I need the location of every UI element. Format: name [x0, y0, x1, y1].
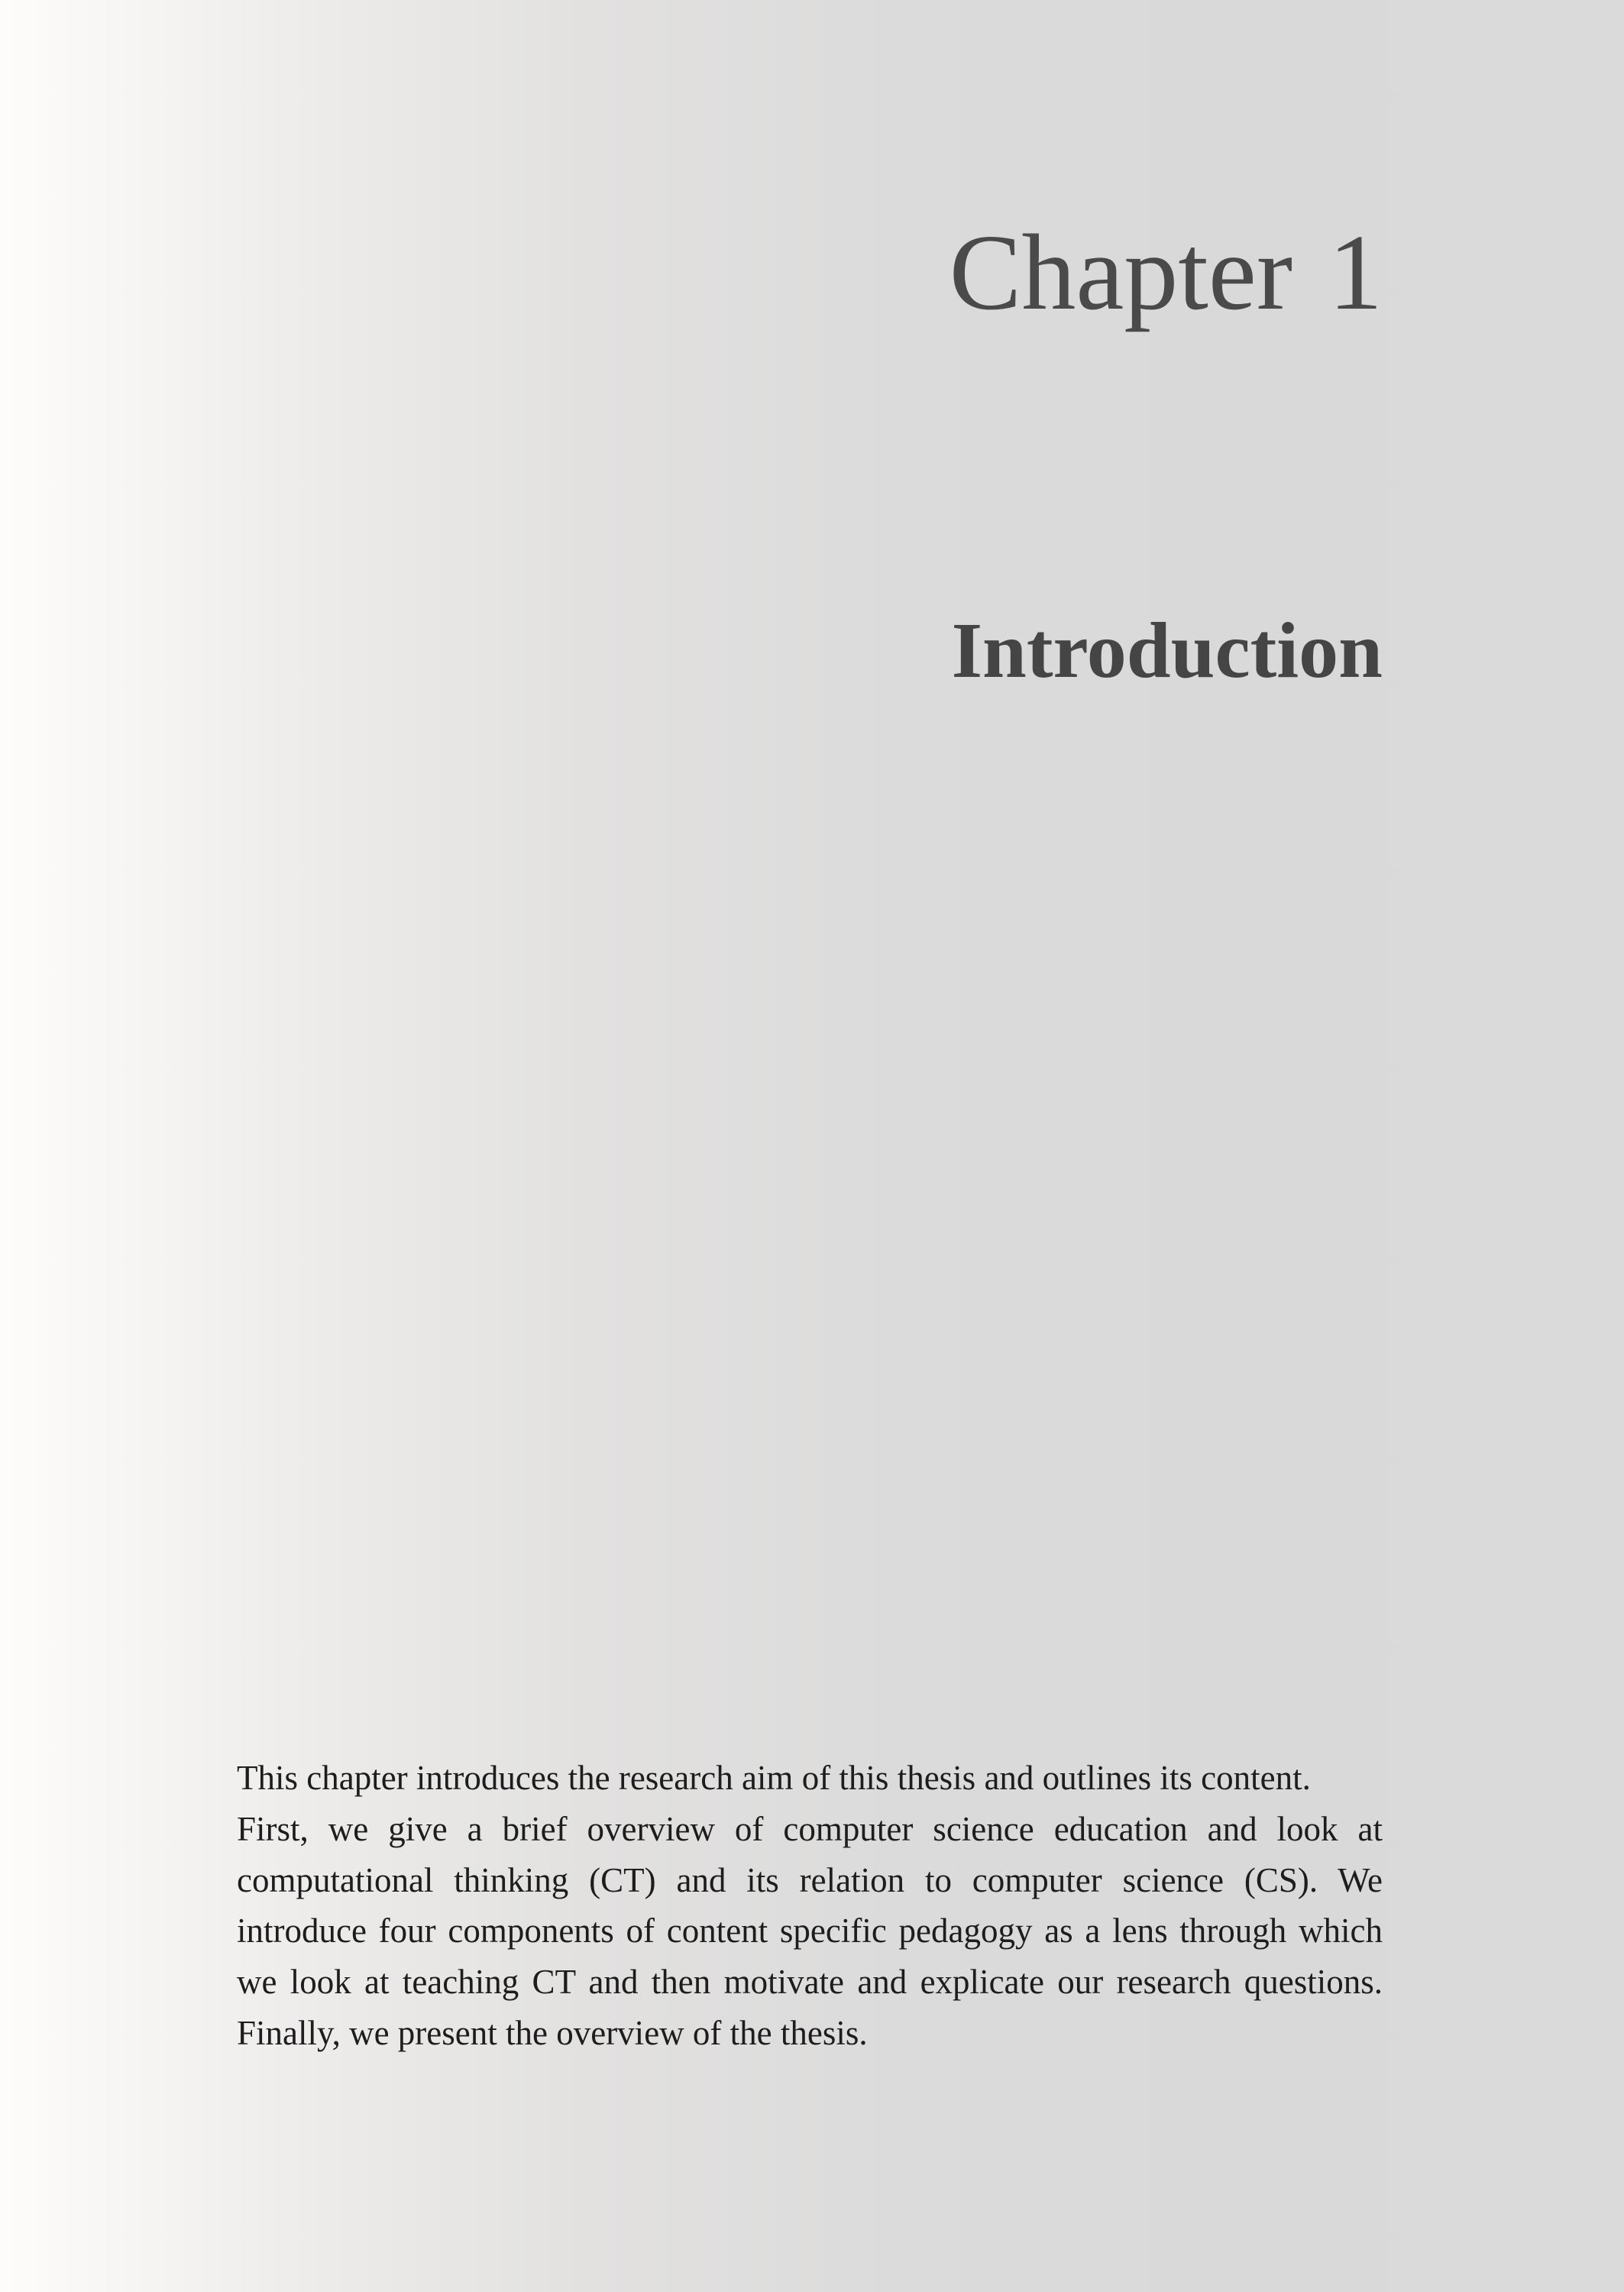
chapter-number-heading: Chapter 1 [949, 212, 1383, 332]
chapter-title-heading: Introduction [951, 607, 1383, 694]
chapter-abstract [237, 1753, 1383, 2059]
abstract-line: computational thinking (CT) and its relation to computer science (CS). We [237, 1860, 1383, 1899]
abstract-line: we look at teaching CT and then motivate and explicate our research questions. [237, 1963, 1383, 2002]
abstract-line: Finally, we present the overview of the thesis. [237, 2013, 868, 2052]
abstract-line: First, we give a brief overview of computer science education and look at [237, 1809, 1383, 1848]
abstract-line: This chapter introduces the research aim of this thesis and outlines its content. [237, 1759, 1311, 1797]
abstract-line: introduce four components of content specific pedagogy as a lens through which [237, 1912, 1383, 1950]
